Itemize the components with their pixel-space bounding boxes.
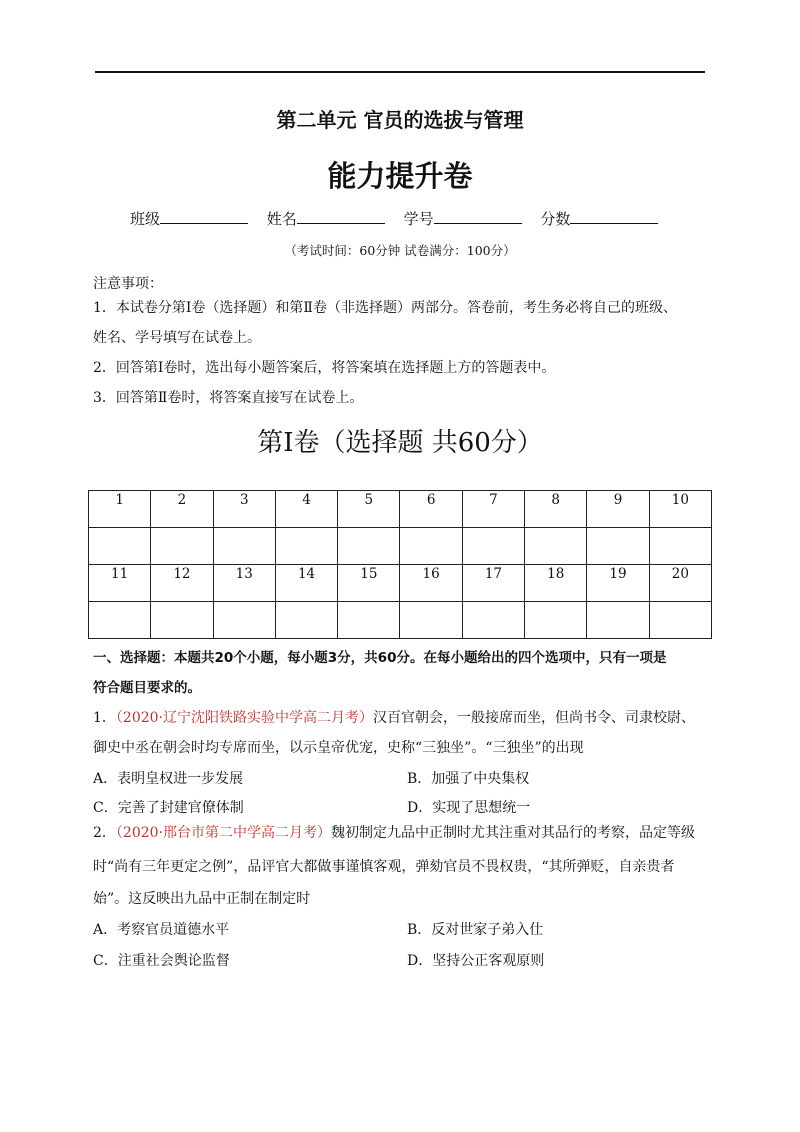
answer-grid-number: 1 xyxy=(89,491,151,528)
answer-cell[interactable] xyxy=(587,602,649,639)
answer-cell[interactable] xyxy=(151,528,213,565)
answer-cell[interactable] xyxy=(89,528,151,565)
answer-grid-number-row xyxy=(89,491,712,528)
answer-cell[interactable] xyxy=(587,528,649,565)
answer-grid-number: 17 xyxy=(462,565,524,602)
answer-cell[interactable] xyxy=(400,602,462,639)
main-title: 能力提升卷 xyxy=(327,159,473,193)
class-blank[interactable] xyxy=(160,209,248,224)
question-1-line1 xyxy=(93,703,695,733)
answer-cell[interactable] xyxy=(649,528,711,565)
section-title: 第Ⅰ卷（选择题 共60分） xyxy=(257,428,543,458)
class-label: 班级 xyxy=(130,210,161,228)
name-blank[interactable] xyxy=(297,209,385,224)
question-1-option-d[interactable]: D．实现了思想统一 xyxy=(407,800,531,816)
question-1-stem: 汉百官朝会，一般接席而坐，但尚书令、司隶校尉、 xyxy=(373,710,695,726)
answer-grid-number: 15 xyxy=(338,565,400,602)
part-one-line1: 一、选择题：本题共20个小题，每小题3分，共60分。在每小题给出的四个选项中，只有一项是 xyxy=(93,650,667,666)
answer-cell[interactable] xyxy=(525,602,587,639)
question-1-option-b[interactable]: B．加强了中央集权 xyxy=(407,771,530,787)
question-2-stem: 魏初制定九品中正制时尤其注重对其品行的考察，品定等级 xyxy=(331,825,696,841)
answer-cell[interactable] xyxy=(525,528,587,565)
answer-grid-number: 3 xyxy=(213,491,275,528)
question-2-line1 xyxy=(93,818,695,848)
answer-grid-number: 20 xyxy=(649,565,711,602)
question-2-option-b[interactable]: B．反对世家子弟入仕 xyxy=(407,922,544,938)
part-one-line2: 符合题目要求的。 xyxy=(93,680,201,696)
exam-meta: （考试时间：60分钟 试卷满分：100分） xyxy=(284,243,516,258)
answer-grid-number: 12 xyxy=(151,565,213,602)
score-label: 分数 xyxy=(540,210,571,228)
answer-cell[interactable] xyxy=(462,602,524,639)
note-1-line1: 1．本试卷分第Ⅰ卷（选择题）和第Ⅱ卷（非选择题）两部分。答卷前，考生务必将自己的班级、 xyxy=(93,300,677,316)
answer-grid-number: 7 xyxy=(462,491,524,528)
answer-grid-number: 18 xyxy=(525,565,587,602)
answer-grid-number: 5 xyxy=(338,491,400,528)
answer-grid-number: 13 xyxy=(213,565,275,602)
header-rule xyxy=(95,71,705,73)
question-1-line2: 御史中丞在朝会时均专席而坐，以示皇帝优宠，史称“三独坐”。“三独坐”的出现 xyxy=(93,740,584,756)
question-2-option-c[interactable]: C．注重社会舆论监督 xyxy=(93,953,230,969)
question-2-number: 2． xyxy=(93,825,116,841)
answer-cell[interactable] xyxy=(275,602,337,639)
answer-cell[interactable] xyxy=(213,602,275,639)
note-1 xyxy=(93,293,713,353)
answer-cell[interactable] xyxy=(338,602,400,639)
answer-grid-number: 2 xyxy=(151,491,213,528)
answer-grid-number: 9 xyxy=(587,491,649,528)
question-2-option-d[interactable]: D．坚持公正客观原则 xyxy=(407,953,545,969)
answer-grid-number: 6 xyxy=(400,491,462,528)
answer-cell[interactable] xyxy=(151,602,213,639)
note-3: 3．回答第Ⅱ卷时，将答案直接写在试卷上。 xyxy=(93,390,364,406)
student-id-blank[interactable] xyxy=(434,209,522,224)
question-1-source: （2020·辽宁沈阳铁路实验中学高二月考） xyxy=(115,710,373,726)
answer-grid xyxy=(88,490,712,639)
question-2-source: （2020·邢台市第二中学高二月考） xyxy=(115,825,332,841)
question-2-line2: 时“尚有三年更定之例”，品评官大都做事谨慎客观，弹劾官员不畏权贵，“其所弹贬，自亲贵者 xyxy=(93,859,675,875)
answer-cell[interactable] xyxy=(462,528,524,565)
question-2-line3: 始”。这反映出九品中正制在制定时 xyxy=(93,891,311,907)
answer-grid-answer-row xyxy=(89,528,712,565)
answer-grid-number: 14 xyxy=(275,565,337,602)
answer-cell[interactable] xyxy=(89,602,151,639)
answer-grid-number: 16 xyxy=(400,565,462,602)
answer-grid-answer-row xyxy=(89,602,712,639)
student-id-label: 学号 xyxy=(403,210,434,228)
answer-cell[interactable] xyxy=(213,528,275,565)
answer-grid-number: 4 xyxy=(275,491,337,528)
unit-title: 第二单元 官员的选拔与管理 xyxy=(276,108,524,132)
answer-grid-number-row xyxy=(89,565,712,602)
question-2-option-a[interactable]: A．考察官员道德水平 xyxy=(93,922,230,938)
answer-cell[interactable] xyxy=(338,528,400,565)
answer-grid-number: 19 xyxy=(587,565,649,602)
name-label: 姓名 xyxy=(266,210,297,228)
note-1-line2: 姓名、学号填写在试卷上。 xyxy=(93,330,261,346)
notes-heading: 注意事项： xyxy=(93,276,163,292)
student-info-line xyxy=(130,208,690,229)
answer-grid-number: 8 xyxy=(525,491,587,528)
question-1-number: 1． xyxy=(93,710,116,726)
answer-cell[interactable] xyxy=(649,602,711,639)
question-1-option-c[interactable]: C．完善了封建官僚体制 xyxy=(93,800,244,816)
score-blank[interactable] xyxy=(570,209,658,224)
answer-grid-number: 10 xyxy=(649,491,711,528)
part-one-instructions xyxy=(93,643,713,703)
answer-cell[interactable] xyxy=(400,528,462,565)
answer-cell[interactable] xyxy=(275,528,337,565)
answer-grid-number: 11 xyxy=(89,565,151,602)
question-1-option-a[interactable]: A．表明皇权进一步发展 xyxy=(93,771,244,787)
note-2: 2．回答第Ⅰ卷时，选出每小题答案后，将答案填在选择题上方的答题表中。 xyxy=(93,360,556,376)
